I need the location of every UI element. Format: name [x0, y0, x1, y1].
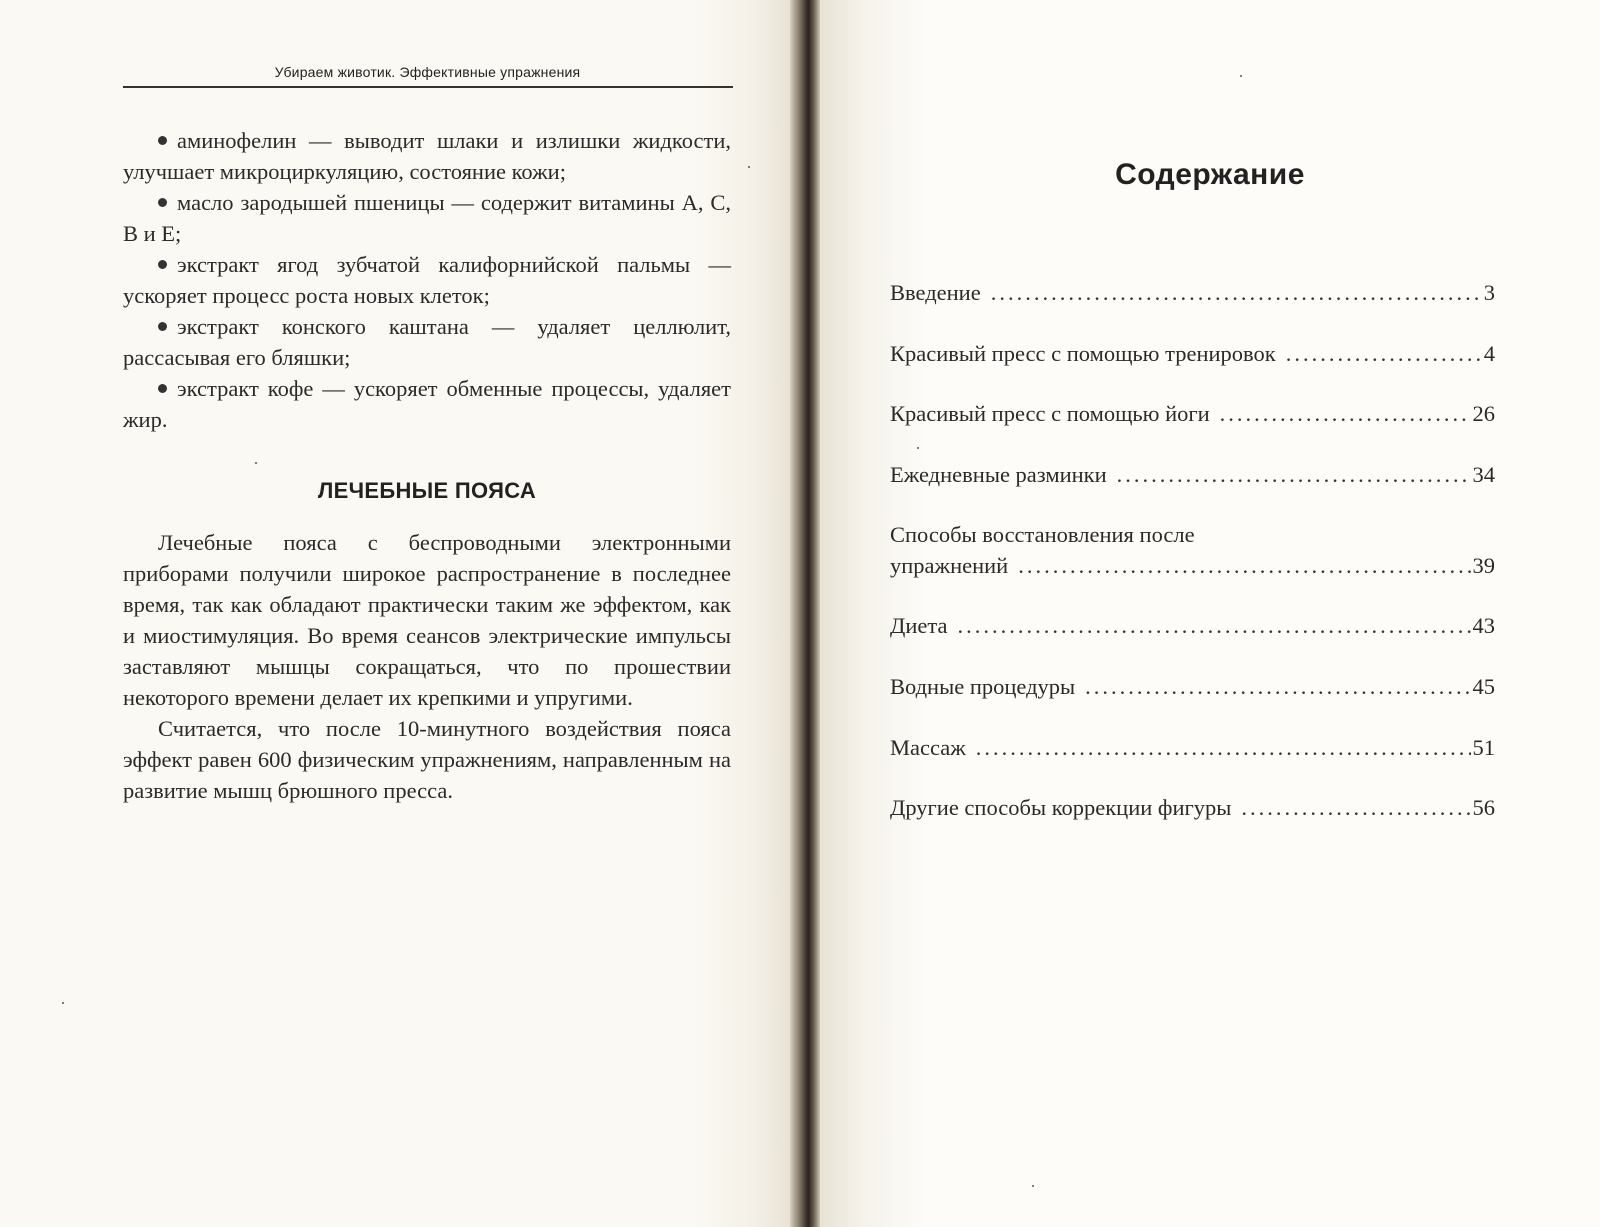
- bullet-icon: [158, 384, 167, 393]
- toc-entry-label: Массаж: [890, 735, 966, 760]
- toc-entry-page: 4: [1483, 341, 1495, 366]
- list-item: [123, 125, 731, 187]
- scan-speck: [1240, 75, 1242, 77]
- bullet-icon: [158, 260, 167, 269]
- list-item-text: экстракт кофе — ускоряет обменные процессы, удаляет жир.: [123, 376, 731, 432]
- toc-entry-label: Введение: [890, 280, 981, 305]
- toc-entry[interactable]: [890, 671, 1495, 702]
- toc-entry-label: упражнений: [890, 553, 1009, 578]
- toc-leader-dots: [976, 732, 1471, 763]
- toc-entry-page: 3: [1483, 280, 1495, 305]
- toc-leader-dots: [1117, 459, 1471, 490]
- toc-entry[interactable]: [890, 277, 1495, 308]
- list-item-text: аминофелин — выводит шлаки и излишки жидкости, улучшает микроциркуляцию, состояние кожи;: [123, 128, 731, 184]
- toc-entry-label: Диета: [890, 613, 948, 638]
- header-rule: [123, 86, 733, 88]
- toc-entry[interactable]: [890, 732, 1495, 763]
- toc-entry-page: 26: [1472, 401, 1495, 426]
- toc-entry-label: Другие способы коррекции фигуры: [890, 795, 1232, 820]
- toc-entry-page: 51: [1472, 735, 1495, 760]
- section-heading: ЛЕЧЕБНЫЕ ПОЯСА: [317, 478, 537, 503]
- toc-entry-label-line1: Способы восстановления после: [890, 522, 1195, 547]
- list-item: [123, 373, 731, 435]
- toc-leader-dots: [991, 277, 1482, 308]
- running-header: Убираем животик. Эффективные упражнения: [274, 64, 581, 80]
- section-body: [123, 527, 731, 806]
- ingredient-list: [123, 125, 731, 435]
- toc-entry[interactable]: [890, 792, 1495, 823]
- book-gutter: [790, 0, 820, 1227]
- toc-entry[interactable]: [890, 338, 1495, 369]
- bullet-icon: [158, 322, 167, 331]
- toc-entry-label: Ежедневные разминки: [890, 462, 1107, 487]
- toc-entry-label: Водные процедуры: [890, 674, 1076, 699]
- toc-leader-dots: [1085, 671, 1470, 702]
- toc-title: Содержание: [1115, 158, 1305, 191]
- bullet-icon: [158, 198, 167, 207]
- toc-leader-dots: [1286, 338, 1482, 369]
- scan-speck: [748, 166, 750, 168]
- paragraph: Лечебные пояса с беспроводными электронными приборами получили широкое распространение в последнее время, так как обладают практически таким же эффектом, как и миостимуляция. Во время сеансов электрические импульсы заставляют мышцы сокращаться, что по прошествии некоторого времени делает их крепкими и упругими.: [123, 530, 731, 710]
- list-item-text: экстракт ягод зубчатой калифорнийской пальмы — ускоряет процесс роста новых клеток;: [123, 252, 731, 308]
- toc-entry[interactable]: [890, 519, 1495, 581]
- toc-leader-dots: [1220, 398, 1471, 429]
- list-item: [123, 249, 731, 311]
- toc-entry-page: 34: [1472, 462, 1495, 487]
- toc-entry-label: Красивый пресс с помощью тренировок: [890, 341, 1276, 366]
- toc-entry-page: 39: [1472, 553, 1495, 578]
- bullet-icon: [158, 136, 167, 145]
- list-item: [123, 187, 731, 249]
- toc-entry[interactable]: [890, 459, 1495, 490]
- scan-speck: [255, 462, 257, 464]
- toc-entry-page: 43: [1472, 613, 1495, 638]
- scan-speck: [62, 1002, 64, 1004]
- toc-entry-label: Красивый пресс с помощью йоги: [890, 401, 1210, 426]
- list-item: [123, 311, 731, 373]
- list-item-text: экстракт конского каштана — удаляет целлюлит, рассасывая его бляшки;: [123, 314, 731, 370]
- list-item-text: масло зародышей пшеницы — содержит витамины А, С, В и Е;: [123, 190, 731, 246]
- paragraph: Считается, что после 10-минутного воздействия пояса эффект равен 600 физическим упражнениям, направленным на развитие мышц брюшного пресса.: [123, 716, 731, 803]
- toc-leader-dots: [1018, 550, 1470, 581]
- toc-leader-dots: [957, 610, 1470, 641]
- toc-leader-dots: [1241, 792, 1470, 823]
- toc-entry-page: 45: [1472, 674, 1495, 699]
- scan-speck: [917, 447, 919, 449]
- toc-entry[interactable]: [890, 398, 1495, 429]
- scan-speck: [1032, 1185, 1034, 1187]
- toc-entry-page: 56: [1472, 795, 1495, 820]
- toc-entry[interactable]: [890, 610, 1495, 641]
